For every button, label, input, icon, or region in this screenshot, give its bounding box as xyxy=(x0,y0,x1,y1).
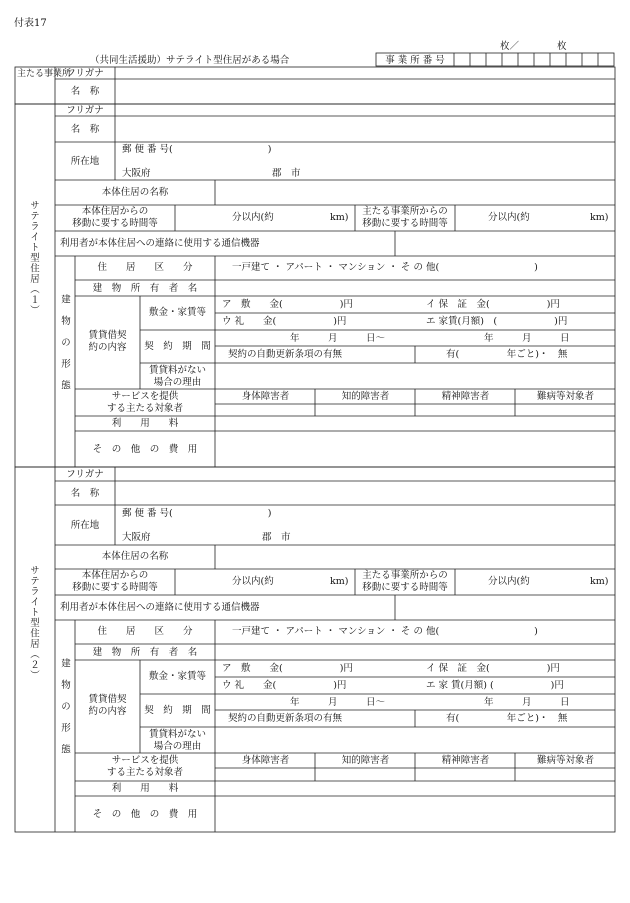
sat1-lease-label-1: 賃貸借契 xyxy=(88,330,127,341)
sat1-main-house-name-label: 本体住居の名称 xyxy=(101,187,169,198)
sat2-district: 郡 市 xyxy=(262,532,291,543)
sat1-target-intellectual[interactable]: 知的障害者 xyxy=(341,391,390,402)
sat1-residence-type-label: 住 居 区 分 xyxy=(97,262,193,273)
sat2-residence-options[interactable]: 一戸建て ・ アパート ・ マンション ・ そ の 他( ) xyxy=(232,626,538,637)
sat2-residence-type-label: 住 居 区 分 xyxy=(97,626,193,637)
office-number-label: 事 業 所 番 号 xyxy=(385,55,445,66)
sat2-key-money[interactable]: ウ 礼 金( )円 xyxy=(222,680,347,691)
sat1-rent[interactable]: エ 家賃(月額) ( )円 xyxy=(426,316,568,327)
sat1-contract-period-label: 契 約 期 間 xyxy=(144,341,211,352)
sat2-other-fees-label: そ の 他 の 費 用 xyxy=(92,809,198,820)
sat2-travel-office-label-2: 移動に要する時間等 xyxy=(362,582,448,593)
sat1-guarantee[interactable]: イ 保 証 金( )円 xyxy=(426,299,560,310)
sat2-comm-device-label: 利用者が本体住居への連絡に使用する通信機器 xyxy=(60,602,260,613)
sat2-target-intellectual[interactable]: 知的障害者 xyxy=(341,755,390,766)
sat2-auto-renewal-value[interactable]: 有( 年ごと)・ 無 xyxy=(446,713,568,724)
sat2-target-physical[interactable]: 身体障害者 xyxy=(241,755,290,766)
sat1-target-physical[interactable]: 身体障害者 xyxy=(241,391,290,402)
sat1-minutes-1[interactable]: 分以内(約 xyxy=(232,212,274,223)
sat1-furigana-label: フリガナ xyxy=(66,105,104,116)
sat2-target-mental[interactable]: 精神障害者 xyxy=(441,755,490,766)
sat2-service-target-label-2: する主たる対象者 xyxy=(106,767,183,778)
sat2-service-target-label-1: サービスを提供 xyxy=(111,755,179,766)
sat1-residence-options[interactable]: 一戸建て ・ アパート ・ マンション ・ そ の 他( ) xyxy=(232,262,538,273)
sat2-no-rent-label-1: 賃貸料がない xyxy=(148,729,206,740)
form-title: （共同生活援助）サテライト型住居がある場合 xyxy=(90,55,290,66)
sat2-travel-main-label-2: 移動に要する時間等 xyxy=(72,582,158,593)
sat1-no-rent-label-2: 場合の理由 xyxy=(153,377,202,388)
sat1-service-target-label-2: する主たる対象者 xyxy=(106,403,183,414)
sat2-no-rent-input[interactable] xyxy=(216,728,614,752)
sat1-other-fees-label: そ の 他 の 費 用 xyxy=(92,444,198,455)
sat1-travel-office-label-1: 主たる事業所からの xyxy=(362,206,448,217)
sat1-auto-renewal-label: 契約の自動更新条項の有無 xyxy=(228,349,343,360)
sat2-minutes-2[interactable]: 分以内(約 xyxy=(488,576,530,587)
sat1-deposit-rent-label: 敷金・家賃等 xyxy=(148,307,206,318)
sat2-km-2: km) xyxy=(590,576,609,587)
sat2-usage-fee-input[interactable] xyxy=(216,782,614,795)
sat2-period-to[interactable]: 年 月 日 xyxy=(484,697,570,708)
sat1-comm-device-label: 利用者が本体住居への連絡に使用する通信機器 xyxy=(60,238,260,249)
sat2-owner-label: 建 物 所 有 者 名 xyxy=(92,647,198,658)
sat2-name-input[interactable] xyxy=(116,482,614,504)
sat2-minutes-1[interactable]: 分以内(約 xyxy=(232,576,274,587)
sat1-prefecture: 大阪府 xyxy=(122,168,151,179)
sat2-owner-input[interactable] xyxy=(216,645,614,659)
sat2-comm-device-input[interactable] xyxy=(396,596,614,619)
sat1-period-to[interactable]: 年 月 日 xyxy=(484,333,570,344)
main-office-name-label: 名 称 xyxy=(70,86,100,97)
sat1-service-target-label-1: サービスを提供 xyxy=(111,391,179,402)
sat2-main-house-name-label: 本体住居の名称 xyxy=(101,551,169,562)
sat1-name-label: 名 称 xyxy=(70,124,100,135)
satellite-2-side-label: サテライト型住居（２） xyxy=(28,565,39,681)
sat2-period-from[interactable]: 年 月 日〜 xyxy=(290,697,386,708)
sat2-other-fees-input[interactable] xyxy=(216,797,614,831)
sat1-usage-fee-label: 利 用 料 xyxy=(111,418,179,429)
sat2-travel-main-label-1: 本体住居からの xyxy=(81,570,149,581)
sat2-guarantee[interactable]: イ 保 証 金( )円 xyxy=(426,663,560,674)
sat2-main-house-name-input[interactable] xyxy=(216,546,614,568)
sat1-km-2: km) xyxy=(590,212,609,223)
sat2-travel-office-label-1: 主たる事業所からの xyxy=(362,570,448,581)
main-office-side-label: 主たる事業所 xyxy=(17,69,72,79)
sat1-period-from[interactable]: 年 月 日〜 xyxy=(290,333,386,344)
sat1-auto-renewal-value[interactable]: 有( 年ごと)・ 無 xyxy=(446,349,568,360)
main-office-furigana-label: フリガナ xyxy=(66,68,104,79)
sat2-furigana-label: フリガナ xyxy=(66,469,104,480)
sat1-lease-label-2: 約の内容 xyxy=(88,342,127,353)
sat2-building-side-label: 建物の形態 xyxy=(59,658,70,766)
sat2-no-rent-label-2: 場合の理由 xyxy=(153,741,202,752)
sat2-location-label: 所在地 xyxy=(70,520,100,531)
sat1-target-mental[interactable]: 精神障害者 xyxy=(441,391,490,402)
sat2-deposit[interactable]: ア 敷 金( )円 xyxy=(222,663,353,674)
sat2-prefecture: 大阪府 xyxy=(122,532,151,543)
satellite-1-side-label: サテライト型住居（１） xyxy=(28,200,39,316)
sat1-no-rent-label-1: 賃貸料がない xyxy=(148,365,206,376)
sat2-auto-renewal-label: 契約の自動更新条項の有無 xyxy=(228,713,343,724)
sat1-district: 郡 市 xyxy=(272,168,301,179)
sat1-location-label: 所在地 xyxy=(70,156,100,167)
sat2-lease-label-1: 賃貸借契 xyxy=(88,694,127,705)
sat1-minutes-2[interactable]: 分以内(約 xyxy=(488,212,530,223)
sat1-travel-main-label-1: 本体住居からの xyxy=(81,206,149,217)
form-number: 付表17 xyxy=(14,18,47,29)
sat2-rent[interactable]: エ 家 賃(月額) ( )円 xyxy=(426,680,564,691)
sat1-postal[interactable]: 郵 便 番 号( ) xyxy=(122,144,272,155)
sat1-deposit[interactable]: ア 敷 金( )円 xyxy=(222,299,353,310)
sat2-km-1: km) xyxy=(330,576,349,587)
sat1-owner-label: 建 物 所 有 者 名 xyxy=(92,283,198,294)
sheet-count: 枚／ 枚 xyxy=(500,41,567,52)
sat2-target-intractable[interactable]: 難病等対象者 xyxy=(536,755,594,766)
sat1-building-side-label: 建物の形態 xyxy=(59,294,70,402)
sat1-target-intractable[interactable]: 難病等対象者 xyxy=(536,391,594,402)
sat2-usage-fee-label: 利 用 料 xyxy=(111,783,179,794)
sat2-furigana-input[interactable] xyxy=(116,468,614,480)
sat1-key-money[interactable]: ウ 礼 金( )円 xyxy=(222,316,347,327)
sat1-km-1: km) xyxy=(330,212,349,223)
sat2-deposit-rent-label: 敷金・家賃等 xyxy=(148,671,206,682)
sat2-lease-label-2: 約の内容 xyxy=(88,706,127,717)
sat1-travel-office-label-2: 移動に要する時間等 xyxy=(362,218,448,229)
sat1-travel-main-label-2: 移動に要する時間等 xyxy=(72,218,158,229)
sat2-contract-period-label: 契 約 期 間 xyxy=(144,705,211,716)
sat2-name-label: 名 称 xyxy=(70,488,100,499)
sat2-postal[interactable]: 郵 便 番 号( ) xyxy=(122,508,272,519)
